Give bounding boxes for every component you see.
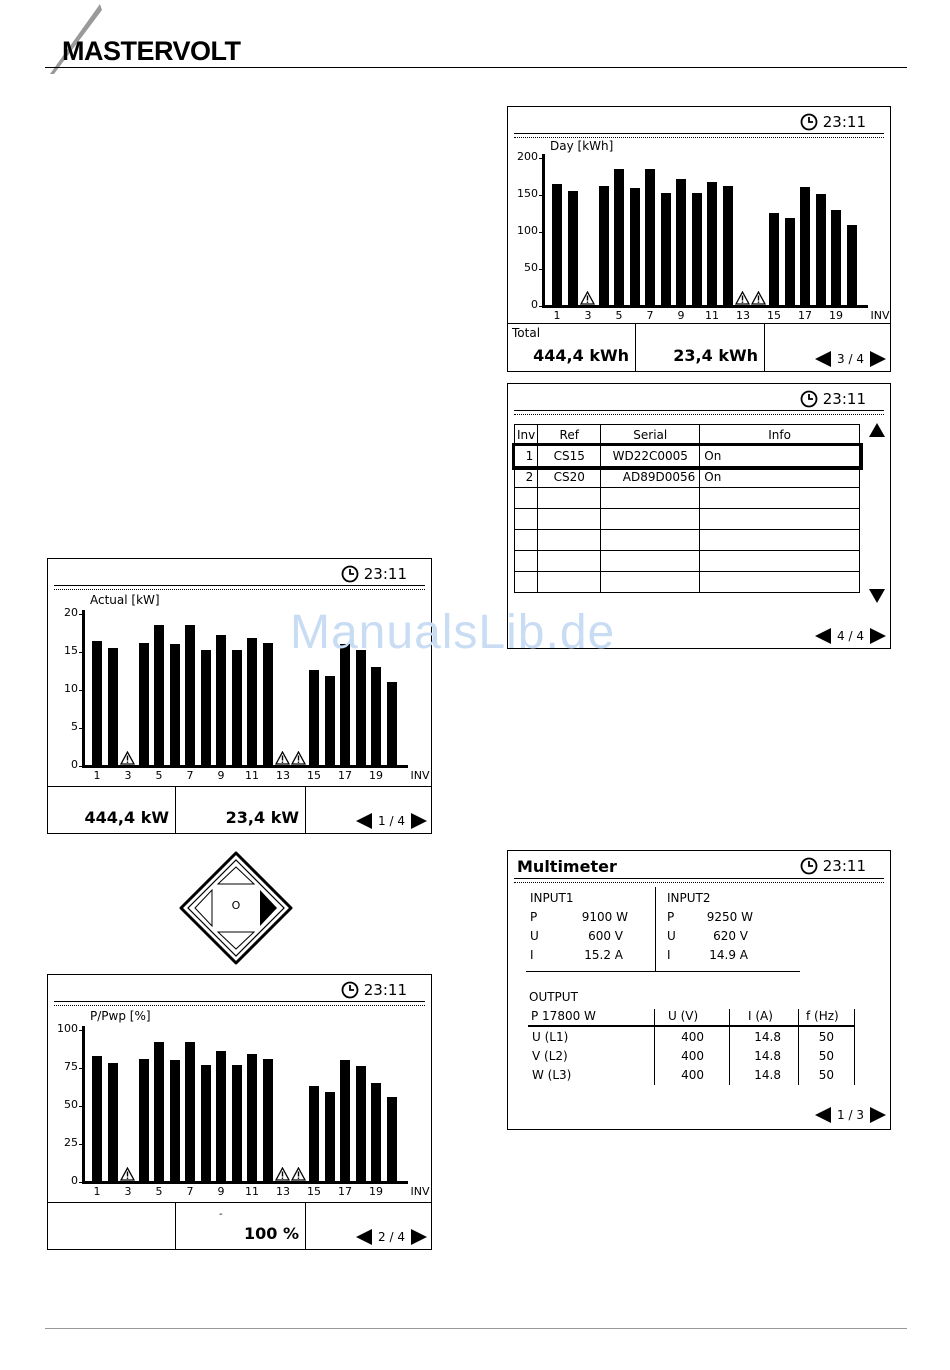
- bar-inverter-4: [139, 1059, 149, 1182]
- table-row[interactable]: [515, 467, 860, 488]
- bar-inverter-8: [661, 193, 671, 306]
- y-tick: [79, 1068, 82, 1069]
- x-tick-label: 5: [615, 309, 623, 322]
- y-tick: [539, 232, 542, 233]
- clock-icon: [800, 390, 818, 408]
- scroll-down-icon[interactable]: [868, 588, 886, 604]
- input1-i-label: I: [530, 948, 534, 962]
- x-tick-label: INV: [870, 309, 890, 322]
- footer-empty-cell: [48, 1203, 176, 1249]
- footer-total-label: Total: [512, 326, 541, 340]
- pager: [356, 1229, 427, 1245]
- y-tick-label: 75: [64, 1060, 78, 1073]
- chart-title: P/Pwp [%]: [90, 1009, 151, 1023]
- chart-title: Day [kWh]: [550, 139, 614, 153]
- table-header-row: [515, 425, 860, 446]
- x-tick-label: INV: [410, 1185, 430, 1198]
- page-indicator: 1 / 3: [837, 1108, 864, 1122]
- y-tick: [79, 690, 82, 691]
- footer-total-cell: [508, 324, 636, 371]
- bar-inverter-20: [387, 682, 397, 766]
- x-tick-label: 7: [186, 1185, 194, 1198]
- y-tick-label: 50: [64, 1098, 78, 1111]
- prev-page-icon[interactable]: [356, 813, 372, 829]
- input1-label: INPUT1: [530, 891, 574, 905]
- y-tick: [539, 195, 542, 196]
- cell-inv: 1: [515, 446, 538, 467]
- header-serial: Serial: [601, 425, 700, 446]
- warning-icon: [751, 290, 766, 304]
- x-tick-label: 19: [829, 309, 843, 322]
- y-tick-label: 50: [524, 261, 538, 274]
- warning-icon: [291, 1166, 306, 1180]
- x-tick-label: 17: [798, 309, 812, 322]
- bar-inverter-20: [847, 225, 857, 306]
- brand-logo: MASTERVOLT: [62, 36, 241, 66]
- input2-p-label: P: [667, 910, 675, 924]
- clock-time: 23:11: [822, 390, 866, 408]
- header-rule: [45, 67, 907, 68]
- actual-chart-panel: [47, 558, 432, 834]
- actual-bar-chart: [48, 559, 431, 787]
- y-tick-label: 100: [57, 1022, 78, 1035]
- bar-inverter-17: [800, 187, 810, 306]
- inverter-list-panel: [507, 383, 891, 649]
- y-tick-label: 15: [64, 644, 78, 657]
- bar-inverter-9: [216, 635, 226, 766]
- x-tick-label: 7: [646, 309, 654, 322]
- phase-l3: W (L3): [532, 1068, 572, 1082]
- x-tick-label: 3: [584, 309, 592, 322]
- x-tick-label: 3: [124, 1185, 132, 1198]
- y-axis: [82, 1026, 85, 1182]
- bar-inverter-9: [216, 1051, 226, 1182]
- bar-inverter-1: [552, 184, 562, 306]
- y-tick: [79, 1182, 82, 1183]
- bar-inverter-18: [356, 650, 366, 766]
- prev-page-icon[interactable]: [356, 1229, 372, 1245]
- prev-page-icon[interactable]: [815, 1107, 831, 1123]
- phase-l1: U (L1): [532, 1030, 569, 1044]
- input2-power: 9250 W: [706, 910, 753, 924]
- ppwp-bar-chart: [48, 975, 431, 1203]
- day-bar-chart: [508, 107, 890, 327]
- multimeter-panel: [507, 850, 891, 1130]
- footer-total-value: 444,4 kW: [84, 808, 169, 827]
- bar-inverter-12: [263, 643, 273, 766]
- input1-p-label: P: [530, 910, 538, 924]
- bar-inverter-7: [185, 1042, 195, 1182]
- phase-l1-i: 14.8: [754, 1030, 781, 1044]
- divider: [654, 1009, 655, 1085]
- bar-inverter-1: [92, 1056, 102, 1182]
- pager: [815, 1107, 886, 1123]
- bar-inverter-10: [232, 650, 242, 766]
- x-tick-label: 11: [705, 309, 719, 322]
- y-tick: [539, 269, 542, 270]
- y-tick-label: 200: [517, 150, 538, 163]
- phase-l2: V (L2): [532, 1049, 568, 1063]
- chart-footer: [48, 786, 431, 833]
- page-indicator: 4 / 4: [837, 629, 864, 643]
- footer-dash: -: [219, 1209, 223, 1220]
- output-label: OUTPUT: [529, 990, 578, 1004]
- x-tick-label: 19: [369, 1185, 383, 1198]
- input1-power: 9100 W: [581, 910, 628, 924]
- bar-inverter-2: [108, 1063, 118, 1182]
- y-tick: [79, 1144, 82, 1145]
- footer-total-value: 444,4 kWh: [533, 346, 629, 365]
- y-tick: [539, 158, 542, 159]
- y-tick-label: 100: [517, 224, 538, 237]
- divider: [655, 887, 656, 971]
- x-tick-label: 15: [307, 1185, 321, 1198]
- keypad-center-button[interactable]: O: [231, 899, 241, 912]
- x-tick-label: 13: [276, 769, 290, 782]
- warning-icon: [291, 750, 306, 764]
- bar-inverter-2: [108, 648, 118, 766]
- bar-inverter-16: [785, 218, 795, 306]
- x-tick-label: 11: [245, 769, 259, 782]
- y-tick-label: 10: [64, 682, 78, 695]
- y-tick-label: 5: [71, 720, 78, 733]
- input2-current: 14.9 A: [709, 948, 748, 962]
- phase-l3-f: 50: [818, 1068, 834, 1082]
- clock: [800, 857, 866, 875]
- warning-icon: [120, 1166, 135, 1180]
- phase-l1-f: 50: [818, 1030, 834, 1044]
- y-tick: [79, 728, 82, 729]
- bar-inverter-8: [201, 650, 211, 766]
- y-tick-label: 25: [64, 1136, 78, 1149]
- pager: [815, 351, 886, 367]
- x-tick-label: 5: [155, 769, 163, 782]
- table-row-empty: [515, 509, 860, 530]
- output-power: P 17800 W: [531, 1009, 596, 1023]
- bar-inverter-4: [139, 643, 149, 766]
- bar-inverter-2: [568, 191, 578, 306]
- warning-icon: [275, 1166, 290, 1180]
- header-info: Info: [700, 425, 860, 446]
- footer-rule: [45, 1328, 907, 1329]
- bar-inverter-10: [232, 1065, 242, 1182]
- divider: [729, 1009, 730, 1085]
- bar-inverter-15: [769, 213, 779, 306]
- y-tick-label: 0: [71, 1174, 78, 1187]
- phase-l2-i: 14.8: [754, 1049, 781, 1063]
- page-indicator: 3 / 4: [837, 352, 864, 366]
- next-page-icon[interactable]: [870, 628, 886, 644]
- bar-inverter-20: [387, 1097, 397, 1182]
- prev-page-icon[interactable]: [815, 351, 831, 367]
- x-tick-label: 1: [93, 1185, 101, 1198]
- y-tick: [79, 614, 82, 615]
- bar-inverter-6: [170, 644, 180, 766]
- clock-icon: [800, 857, 818, 875]
- x-tick-label: 17: [338, 769, 352, 782]
- day-chart-panel: [507, 106, 891, 372]
- x-tick-label: 11: [245, 1185, 259, 1198]
- cell-serial: AD89D0056: [601, 467, 700, 488]
- warning-icon: [275, 750, 290, 764]
- bar-inverter-17: [340, 1060, 350, 1182]
- watermark: ManualsLib.de: [290, 606, 616, 659]
- y-tick-label: 0: [531, 298, 538, 311]
- y-tick: [539, 306, 542, 307]
- page-indicator: 1 / 4: [378, 814, 405, 828]
- bar-inverter-7: [645, 169, 655, 306]
- separator: [514, 878, 884, 883]
- output-header-u: U (V): [668, 1009, 699, 1023]
- y-tick: [79, 1106, 82, 1107]
- cell-info: On: [700, 446, 860, 467]
- bar-inverter-12: [723, 186, 733, 306]
- clock: [800, 390, 866, 408]
- x-tick-label: 9: [217, 1185, 225, 1198]
- divider: [854, 1009, 855, 1085]
- phase-l3-i: 14.8: [754, 1068, 781, 1082]
- phase-l2-f: 50: [818, 1049, 834, 1063]
- bar-inverter-8: [201, 1065, 211, 1182]
- next-page-icon[interactable]: [870, 1107, 886, 1123]
- next-page-icon[interactable]: [411, 1229, 427, 1245]
- x-tick-label: 9: [217, 769, 225, 782]
- bar-inverter-5: [154, 1042, 164, 1182]
- cell-ref: CS15: [538, 446, 601, 467]
- phase-l1-u: 400: [681, 1030, 704, 1044]
- footer-value: 23,4 kW: [225, 808, 299, 827]
- footer-value: 23,4 kWh: [673, 346, 758, 365]
- input1-u-label: U: [530, 929, 539, 943]
- x-tick-label: 13: [736, 309, 750, 322]
- bar-inverter-11: [247, 638, 257, 766]
- footer-value-cell: [175, 1203, 306, 1249]
- bar-inverter-15: [309, 1086, 319, 1182]
- bar-inverter-18: [356, 1066, 366, 1182]
- y-tick: [79, 766, 82, 767]
- divider: [798, 1009, 799, 1085]
- x-tick-label: INV: [410, 769, 430, 782]
- clock-time: 23:11: [822, 113, 866, 131]
- next-page-icon[interactable]: [411, 813, 427, 829]
- cell-ref: CS20: [538, 467, 601, 488]
- cell-inv: 2: [515, 467, 538, 488]
- x-tick-label: 19: [369, 769, 383, 782]
- y-tick-label: 150: [517, 187, 538, 200]
- clock-time: 23:11: [363, 565, 407, 583]
- x-tick-label: 15: [307, 769, 321, 782]
- bar-inverter-9: [676, 179, 686, 306]
- bar-inverter-5: [154, 625, 164, 766]
- cell-serial: WD22C0005: [601, 446, 700, 467]
- output-header-i: I (A): [748, 1009, 773, 1023]
- y-tick-label: 20: [64, 606, 78, 619]
- ppwp-chart-panel: [47, 974, 432, 1250]
- y-axis: [542, 154, 545, 306]
- bar-inverter-6: [630, 188, 640, 306]
- header-inv: Inv: [515, 425, 538, 446]
- bar-inverter-6: [170, 1060, 180, 1182]
- output-header-rule: [528, 1025, 855, 1027]
- table-row-empty: [515, 488, 860, 509]
- y-tick: [79, 652, 82, 653]
- y-axis: [82, 610, 85, 766]
- table-row-empty: [515, 530, 860, 551]
- bar-inverter-16: [325, 676, 335, 766]
- input2-u-label: U: [667, 929, 676, 943]
- bar-inverter-4: [599, 186, 609, 306]
- x-tick-label: 17: [338, 1185, 352, 1198]
- cell-info: On: [700, 467, 860, 488]
- x-tick-label: 13: [276, 1185, 290, 1198]
- bar-inverter-11: [247, 1054, 257, 1182]
- phase-l3-u: 400: [681, 1068, 704, 1082]
- divider: [526, 971, 800, 972]
- bar-inverter-12: [263, 1059, 273, 1182]
- y-tick: [79, 1030, 82, 1031]
- header-ref: Ref: [538, 425, 601, 446]
- table-row-empty: [515, 572, 860, 593]
- bar-inverter-16: [325, 1092, 335, 1182]
- bar-inverter-18: [816, 194, 826, 306]
- table-row-empty: [515, 551, 860, 572]
- bar-inverter-10: [692, 193, 702, 306]
- x-tick-label: 9: [677, 309, 685, 322]
- footer-value: 100 %: [244, 1224, 299, 1243]
- separator: [514, 410, 884, 415]
- clock-time: 23:11: [822, 857, 866, 875]
- bar-inverter-5: [614, 169, 624, 306]
- x-tick-label: 3: [124, 769, 132, 782]
- table-row-selected[interactable]: [515, 446, 860, 467]
- chart-footer: [48, 1202, 431, 1249]
- output-header-f: f (Hz): [806, 1009, 839, 1023]
- prev-page-icon[interactable]: [815, 628, 831, 644]
- input2-i-label: I: [667, 948, 671, 962]
- inverter-table: [514, 424, 860, 593]
- warning-icon: [735, 290, 750, 304]
- chart-footer: [508, 323, 890, 371]
- footer-value-cell: [175, 787, 306, 833]
- bar-inverter-15: [309, 670, 319, 766]
- bar-inverter-11: [707, 182, 717, 306]
- bar-inverter-19: [831, 210, 841, 306]
- pager: [356, 813, 427, 829]
- warning-icon: [120, 750, 135, 764]
- x-tick-label: 15: [767, 309, 781, 322]
- x-tick-label: 5: [155, 1185, 163, 1198]
- input1-voltage: 600 V: [588, 929, 623, 943]
- scroll-up-icon[interactable]: [868, 422, 886, 438]
- y-tick-label: 0: [71, 758, 78, 771]
- chart-title: Actual [kW]: [90, 593, 160, 607]
- x-tick-label: 7: [186, 769, 194, 782]
- input1-current: 15.2 A: [584, 948, 623, 962]
- x-tick-label: 1: [553, 309, 561, 322]
- x-tick-label: 1: [93, 769, 101, 782]
- page-indicator: 2 / 4: [378, 1230, 405, 1244]
- phase-l2-u: 400: [681, 1049, 704, 1063]
- bar-inverter-19: [371, 667, 381, 766]
- bar-inverter-19: [371, 1083, 381, 1182]
- input2-label: INPUT2: [667, 891, 711, 905]
- footer-value-cell: [635, 324, 765, 371]
- warning-icon: [580, 290, 595, 304]
- clock-time: 23:11: [363, 981, 407, 999]
- footer-total-cell: [48, 787, 176, 833]
- next-page-icon[interactable]: [870, 351, 886, 367]
- pager: [815, 628, 886, 644]
- bar-inverter-17: [340, 644, 350, 766]
- bar-inverter-1: [92, 641, 102, 766]
- multimeter-title: Multimeter: [517, 857, 617, 876]
- bar-inverter-7: [185, 625, 195, 766]
- input2-voltage: 620 V: [713, 929, 748, 943]
